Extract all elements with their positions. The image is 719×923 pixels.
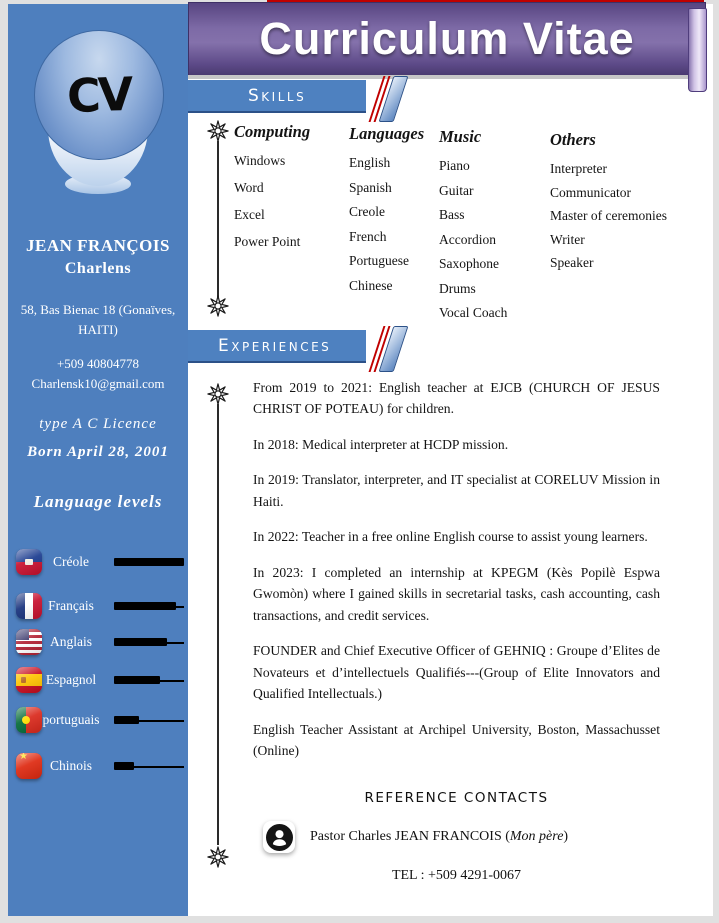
skill-item: Chinese: [349, 277, 393, 293]
language-label: Chinois: [49, 758, 92, 773]
address-line-1: 58, Bas Bienac 18 (Gonaïves,: [20, 302, 176, 317]
reference-phone: TEL : +509 4291-0067: [391, 868, 522, 883]
language-label: Anglais: [50, 634, 92, 649]
skill-item: Guitar: [439, 182, 474, 198]
level-bar: [114, 761, 184, 771]
name-first: JEAN FRANÇOIS: [26, 236, 170, 255]
sidebar: [8, 4, 188, 916]
sun-star-icon: [207, 120, 229, 142]
column-title: Music: [439, 127, 482, 146]
language-label: Créole: [53, 554, 89, 569]
experience-entry: From 2019 to 2021: English teacher at EJCB (CHURCH OF JESUS CHRIST OF POTEAU) for children.: [253, 380, 660, 417]
language-label: portuguais: [42, 712, 100, 727]
france-flag-icon: [16, 593, 42, 619]
cv-logo-text: CV: [66, 66, 132, 124]
sun-star-icon: [207, 383, 229, 405]
level-bar: [114, 715, 184, 725]
level-bar: [114, 637, 184, 647]
skill-item: Spanish: [349, 179, 392, 195]
experience-entry: FOUNDER and Chief Executive Officer of GEHNIQ : Groupe d’Elites de Novateurs et d’intellectuels Qualifiés---(Group of Elite Innovators and Qualified Intellectuals.): [253, 643, 660, 702]
skills-section-title: Skills: [248, 85, 307, 106]
china-flag-icon: [16, 753, 42, 779]
skill-item: English: [349, 155, 391, 170]
column-title: Languages: [349, 124, 425, 143]
skill-item: Word: [234, 180, 264, 195]
level-bar: [114, 557, 184, 567]
portugal-flag-icon: [16, 707, 42, 733]
skills-column-computing: [234, 122, 310, 261]
email-address: Charlensk10@gmail.com: [31, 376, 165, 391]
skill-item: Saxophone: [439, 256, 499, 271]
skill-item: Vocal Coach: [439, 305, 508, 320]
licence-note: type A C Licence: [39, 416, 157, 432]
skill-item: Drums: [439, 280, 476, 296]
skills-section-banner: [188, 80, 366, 113]
page-title: Curriculum Vitae: [259, 13, 635, 64]
birth-date: Born April 28, 2001: [27, 444, 169, 460]
reference-contacts-section: [253, 790, 660, 884]
language-row-chinois: [16, 752, 184, 780]
experience-entry: In 2019: Translator, interpreter, and IT specialist at CORELUV Mission in Haiti.: [253, 472, 660, 509]
skills-column-languages: [349, 124, 424, 302]
header-ribbon-decoration: [688, 8, 707, 92]
skill-item: Piano: [439, 158, 470, 173]
person-icon: [263, 821, 295, 853]
phone-number: +509 40804778: [56, 356, 140, 371]
level-bar: [114, 675, 184, 685]
sun-star-icon: [207, 295, 229, 317]
column-title: Others: [550, 130, 596, 149]
language-label: Espagnol: [45, 672, 97, 687]
language-row-anglais: [16, 628, 184, 656]
address-line-2: HAITI): [78, 322, 118, 338]
language-row-francais: [16, 592, 184, 620]
skill-item: Excel: [234, 207, 265, 222]
header-banner: [188, 2, 706, 76]
skill-item: Bass: [439, 207, 465, 222]
experience-entry: In 2023: I completed an internship at KPEGM (Kès Popilè Espwa Gwomòn) where I gained skills in secretarial tasks, cash accounting, cash transactions, and credit services.: [253, 564, 660, 623]
name-last: Charlens: [64, 260, 132, 277]
skill-item: Communicator: [550, 184, 631, 200]
experiences-section-title: Experiences: [218, 335, 332, 356]
skills-timeline-line: [217, 141, 219, 297]
skill-item: Accordion: [439, 231, 496, 247]
skill-item: Creole: [349, 204, 385, 219]
skill-item: Portuguese: [349, 253, 409, 268]
experiences-content: [253, 377, 660, 776]
experience-entry: English Teacher Assistant at Archipel University, Boston, Massachusset (Online): [253, 721, 660, 759]
language-row-espagnol: [16, 666, 184, 694]
header-banner-shadow: [188, 75, 704, 79]
skill-item: French: [349, 228, 387, 244]
skill-item: Interpreter: [550, 161, 607, 176]
language-row-portuguais: [16, 706, 184, 734]
skill-item: Speaker: [550, 255, 594, 270]
slash-decoration: [368, 326, 412, 372]
column-title: Computing: [234, 122, 311, 141]
language-label: Français: [48, 598, 94, 613]
skill-item: Windows: [234, 153, 286, 168]
language-levels-title: Language levels: [33, 492, 163, 511]
spain-flag-icon: [16, 667, 42, 693]
skill-item: Master of ceremonies: [550, 208, 667, 223]
experience-entry: In 2022: Teacher in a free online English course to assist young learners.: [253, 529, 648, 545]
reference-contacts-title: REFERENCE CONTACTS: [364, 790, 549, 806]
reference-person-name: Pastor Charles JEAN FRANCOIS (Mon père): [310, 829, 569, 844]
level-bar: [114, 601, 184, 611]
skills-column-others: [550, 130, 667, 279]
experiences-section-banner: [188, 330, 366, 363]
sun-star-icon: [207, 846, 229, 868]
slash-decoration: [368, 76, 412, 122]
cv-logo: [34, 30, 164, 160]
reference-person-row: [253, 821, 660, 853]
usa-flag-icon: [16, 629, 42, 655]
experiences-timeline-line: [217, 404, 219, 845]
haiti-flag-icon: [16, 549, 42, 575]
skill-item: Writer: [550, 231, 585, 247]
language-row-creole: [16, 548, 184, 576]
skills-column-music: [439, 127, 507, 330]
skill-item: Power Point: [234, 234, 301, 249]
experience-entry: In 2018: Medical interpreter at HCDP mission.: [253, 436, 509, 452]
address: [14, 300, 182, 340]
